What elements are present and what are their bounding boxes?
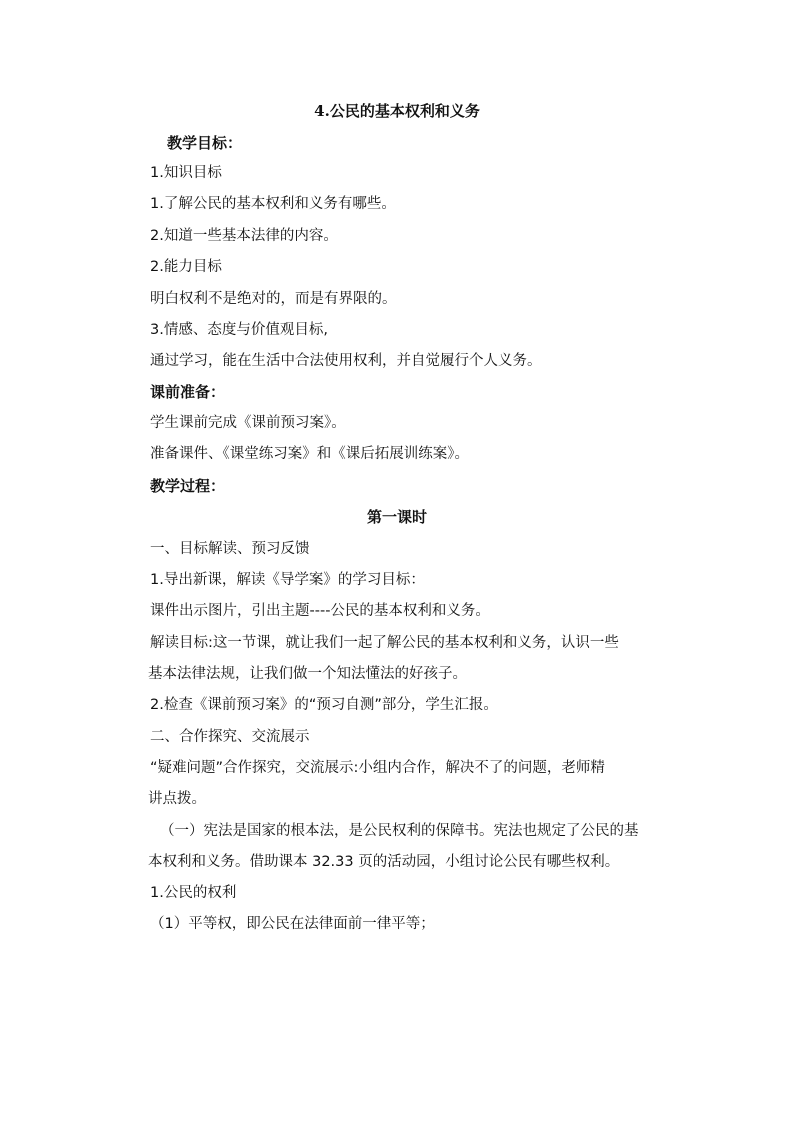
interpretation-line-1: 解读目标:这一节课，就让我们一起了解公民的基本权利和义务，认识一些 [150,635,619,651]
objectives-heading: 教学目标： [167,134,243,152]
emotion-item: 通过学习，能在生活中合法使用权利，并自觉履行个人义务。 [150,353,542,369]
lesson-title: 第一课时 [366,508,427,526]
prep-item-2: 准备课件、《课堂练习案》和《课后拓展训练案》。 [150,446,469,462]
emotion-goal: 3.情感、态度与价值观目标, [150,322,328,338]
step-2: 2.检查《课前预习案》的“预习自测”部分，学生汇报。 [150,697,498,713]
knowledge-item-2: 2.知道一些基本法律的内容。 [150,228,338,244]
ability-item: 明白权利不是绝对的，而是有界限的。 [150,291,397,307]
document-title: 4.公民的基本权利和义务 [314,102,480,120]
constitution-line-1: （一）宪法是国家的根本法，是公民权利的保障书。宪法也规定了公民的基 [160,823,639,839]
prep-item-1: 学生课前完成《课前预习案》。 [150,415,346,431]
rights-heading: 1.公民的权利 [150,885,237,901]
ability-goal: 2.能力目标 [150,259,222,275]
interpretation-line-2: 基本法律法规，让我们做一个知法懂法的好孩子。 [148,666,467,682]
step-1: 1.导出新课，解读《导学案》的学习目标： [150,572,425,588]
knowledge-goal: 1.知识目标 [150,165,222,181]
exploration-line-1: “疑难问题”合作探究，交流展示:小组内合作，解决不了的问题，老师精 [150,760,605,776]
knowledge-item-1: 1.了解公民的基本权利和义务有哪些。 [150,196,396,212]
section-1-heading: 一、目标解读、预习反馈 [150,541,310,557]
constitution-line-2: 本权利和义务。借助课本 32.33 页的活动园，小组讨论公民有哪些权利。 [148,854,620,870]
exploration-line-2: 讲点拨。 [148,791,206,807]
right-item-1: （1）平等权，即公民在法律面前一律平等； [150,916,435,932]
process-heading: 教学过程： [150,477,226,495]
step-1-detail: 课件出示图片，引出主题----公民的基本权利和义务。 [150,603,490,619]
prep-heading: 课前准备： [150,383,226,401]
section-2-heading: 二、合作探究、交流展示 [150,729,310,745]
